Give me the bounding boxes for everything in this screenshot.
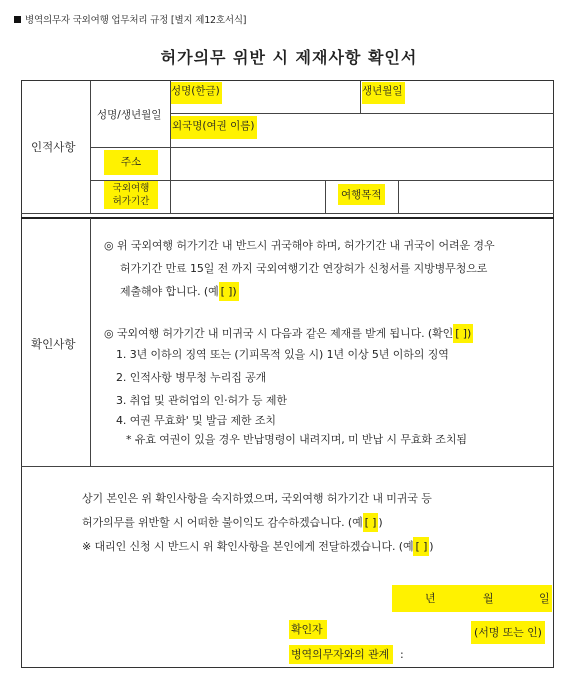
para1-line3-text: 제출해야 합니다. (예 bbox=[120, 285, 219, 298]
date-month-label: 월 bbox=[483, 592, 494, 605]
para1-line1: ◎ 위 국외여행 허가기간 내 반드시 귀국해야 하며, 허가기간 내 귀국이 어려운 경우 bbox=[104, 239, 495, 252]
travel-period-label bbox=[104, 181, 158, 209]
form-reference bbox=[14, 12, 246, 26]
para1-line2: 허가기간 만료 15일 전 까지 국외여행기간 연장허가 신청서를 지방병무청으로 bbox=[120, 262, 488, 275]
document-title: 허가의무 위반 시 제재사항 확인서 bbox=[160, 48, 418, 67]
sanction-item-3: 3. 취업 및 관허업의 인·허가 등 제한 bbox=[116, 394, 287, 407]
confirm-bottom-line bbox=[21, 466, 554, 467]
address-label: 주소 bbox=[104, 150, 158, 175]
date-year-label: 년 bbox=[425, 592, 436, 605]
sign-field[interactable]: (서명 또는 인) bbox=[471, 621, 545, 644]
purpose-left-divider bbox=[325, 180, 326, 213]
declaration-line2 bbox=[82, 515, 383, 530]
declaration-line3-close: ) bbox=[429, 540, 434, 553]
sanction-item-1: 1. 3년 이하의 징역 또는 (기피목적 있을 시) 1년 이상 5년 이하의 징역 bbox=[116, 348, 449, 361]
row-line-foreign-name bbox=[90, 147, 554, 148]
declaration-line3 bbox=[82, 539, 433, 554]
confirm-section-label: 확인사항 bbox=[31, 337, 76, 351]
travel-period-label-line2: 허가기간 bbox=[112, 196, 150, 207]
name-korean-field[interactable]: 성명(한글) bbox=[171, 82, 222, 104]
declaration-line2-text: 허가의무를 위반할 시 어떠한 불이익도 감수하겠습니다. (예 bbox=[82, 516, 363, 529]
declaration-line2-close: ) bbox=[378, 516, 383, 529]
date-day-label: 일 bbox=[539, 592, 550, 605]
para1-line3 bbox=[120, 284, 239, 299]
sanction-item-2: 2. 인적사항 병무청 누리집 공개 bbox=[116, 371, 267, 384]
relation-label: 병역의무자와의 관계 bbox=[289, 645, 393, 664]
separator-line-2 bbox=[21, 217, 554, 219]
row-line-name bbox=[170, 113, 554, 114]
square-bullet-icon bbox=[14, 16, 21, 23]
para1-checkbox[interactable]: [ ]) bbox=[219, 282, 239, 301]
declaration-line1: 상기 본인은 위 확인사항을 숙지하였으며, 국외여행 허가기간 내 미귀국 등 bbox=[82, 492, 432, 505]
sanction-note: * 유효 여권이 있을 경우 반납명령이 내려지며, 미 반납 시 무효화 조치됨 bbox=[126, 433, 467, 446]
declaration-line3-text: ※ 대리인 신청 시 반드시 위 확인사항을 본인에게 전달하겠습니다. (예 bbox=[82, 540, 414, 553]
declaration-checkbox[interactable]: [ ] bbox=[363, 513, 379, 532]
date-field[interactable] bbox=[392, 585, 552, 612]
form-reference-text: 병역의무자 국외여행 업무처리 규정 [별지 제12호서식] bbox=[25, 15, 247, 26]
proxy-checkbox[interactable]: [ ] bbox=[413, 537, 429, 556]
purpose-right-divider bbox=[398, 180, 399, 213]
foreign-name-field[interactable]: 외국명(여권 이름) bbox=[171, 116, 257, 139]
travel-purpose-label: 여행목적 bbox=[338, 184, 385, 205]
confirmer-label: 확인자 bbox=[289, 620, 327, 639]
row-line-address bbox=[90, 180, 554, 181]
form-frame bbox=[21, 80, 554, 668]
para2-checkbox[interactable]: [ ]) bbox=[453, 324, 473, 343]
travel-period-label-line1: 국외여행 bbox=[112, 183, 150, 194]
birth-divider bbox=[360, 81, 361, 113]
identity-section-label: 인적사항 bbox=[31, 140, 76, 154]
confirm-label-divider bbox=[90, 218, 91, 466]
name-birth-label: 성명/생년월일 bbox=[97, 109, 162, 121]
separator-line-1 bbox=[21, 213, 554, 214]
para2-line bbox=[104, 326, 473, 341]
relation-colon: : bbox=[400, 648, 404, 661]
para2-text: ◎ 국외여행 허가기간 내 미귀국 시 다음과 같은 제재를 받게 됩니다. (확인 bbox=[104, 327, 454, 340]
birth-date-field[interactable]: 생년월일 bbox=[362, 82, 405, 104]
sanction-item-4: 4. 여권 무효화' 및 발급 제한 조치 bbox=[116, 414, 276, 427]
